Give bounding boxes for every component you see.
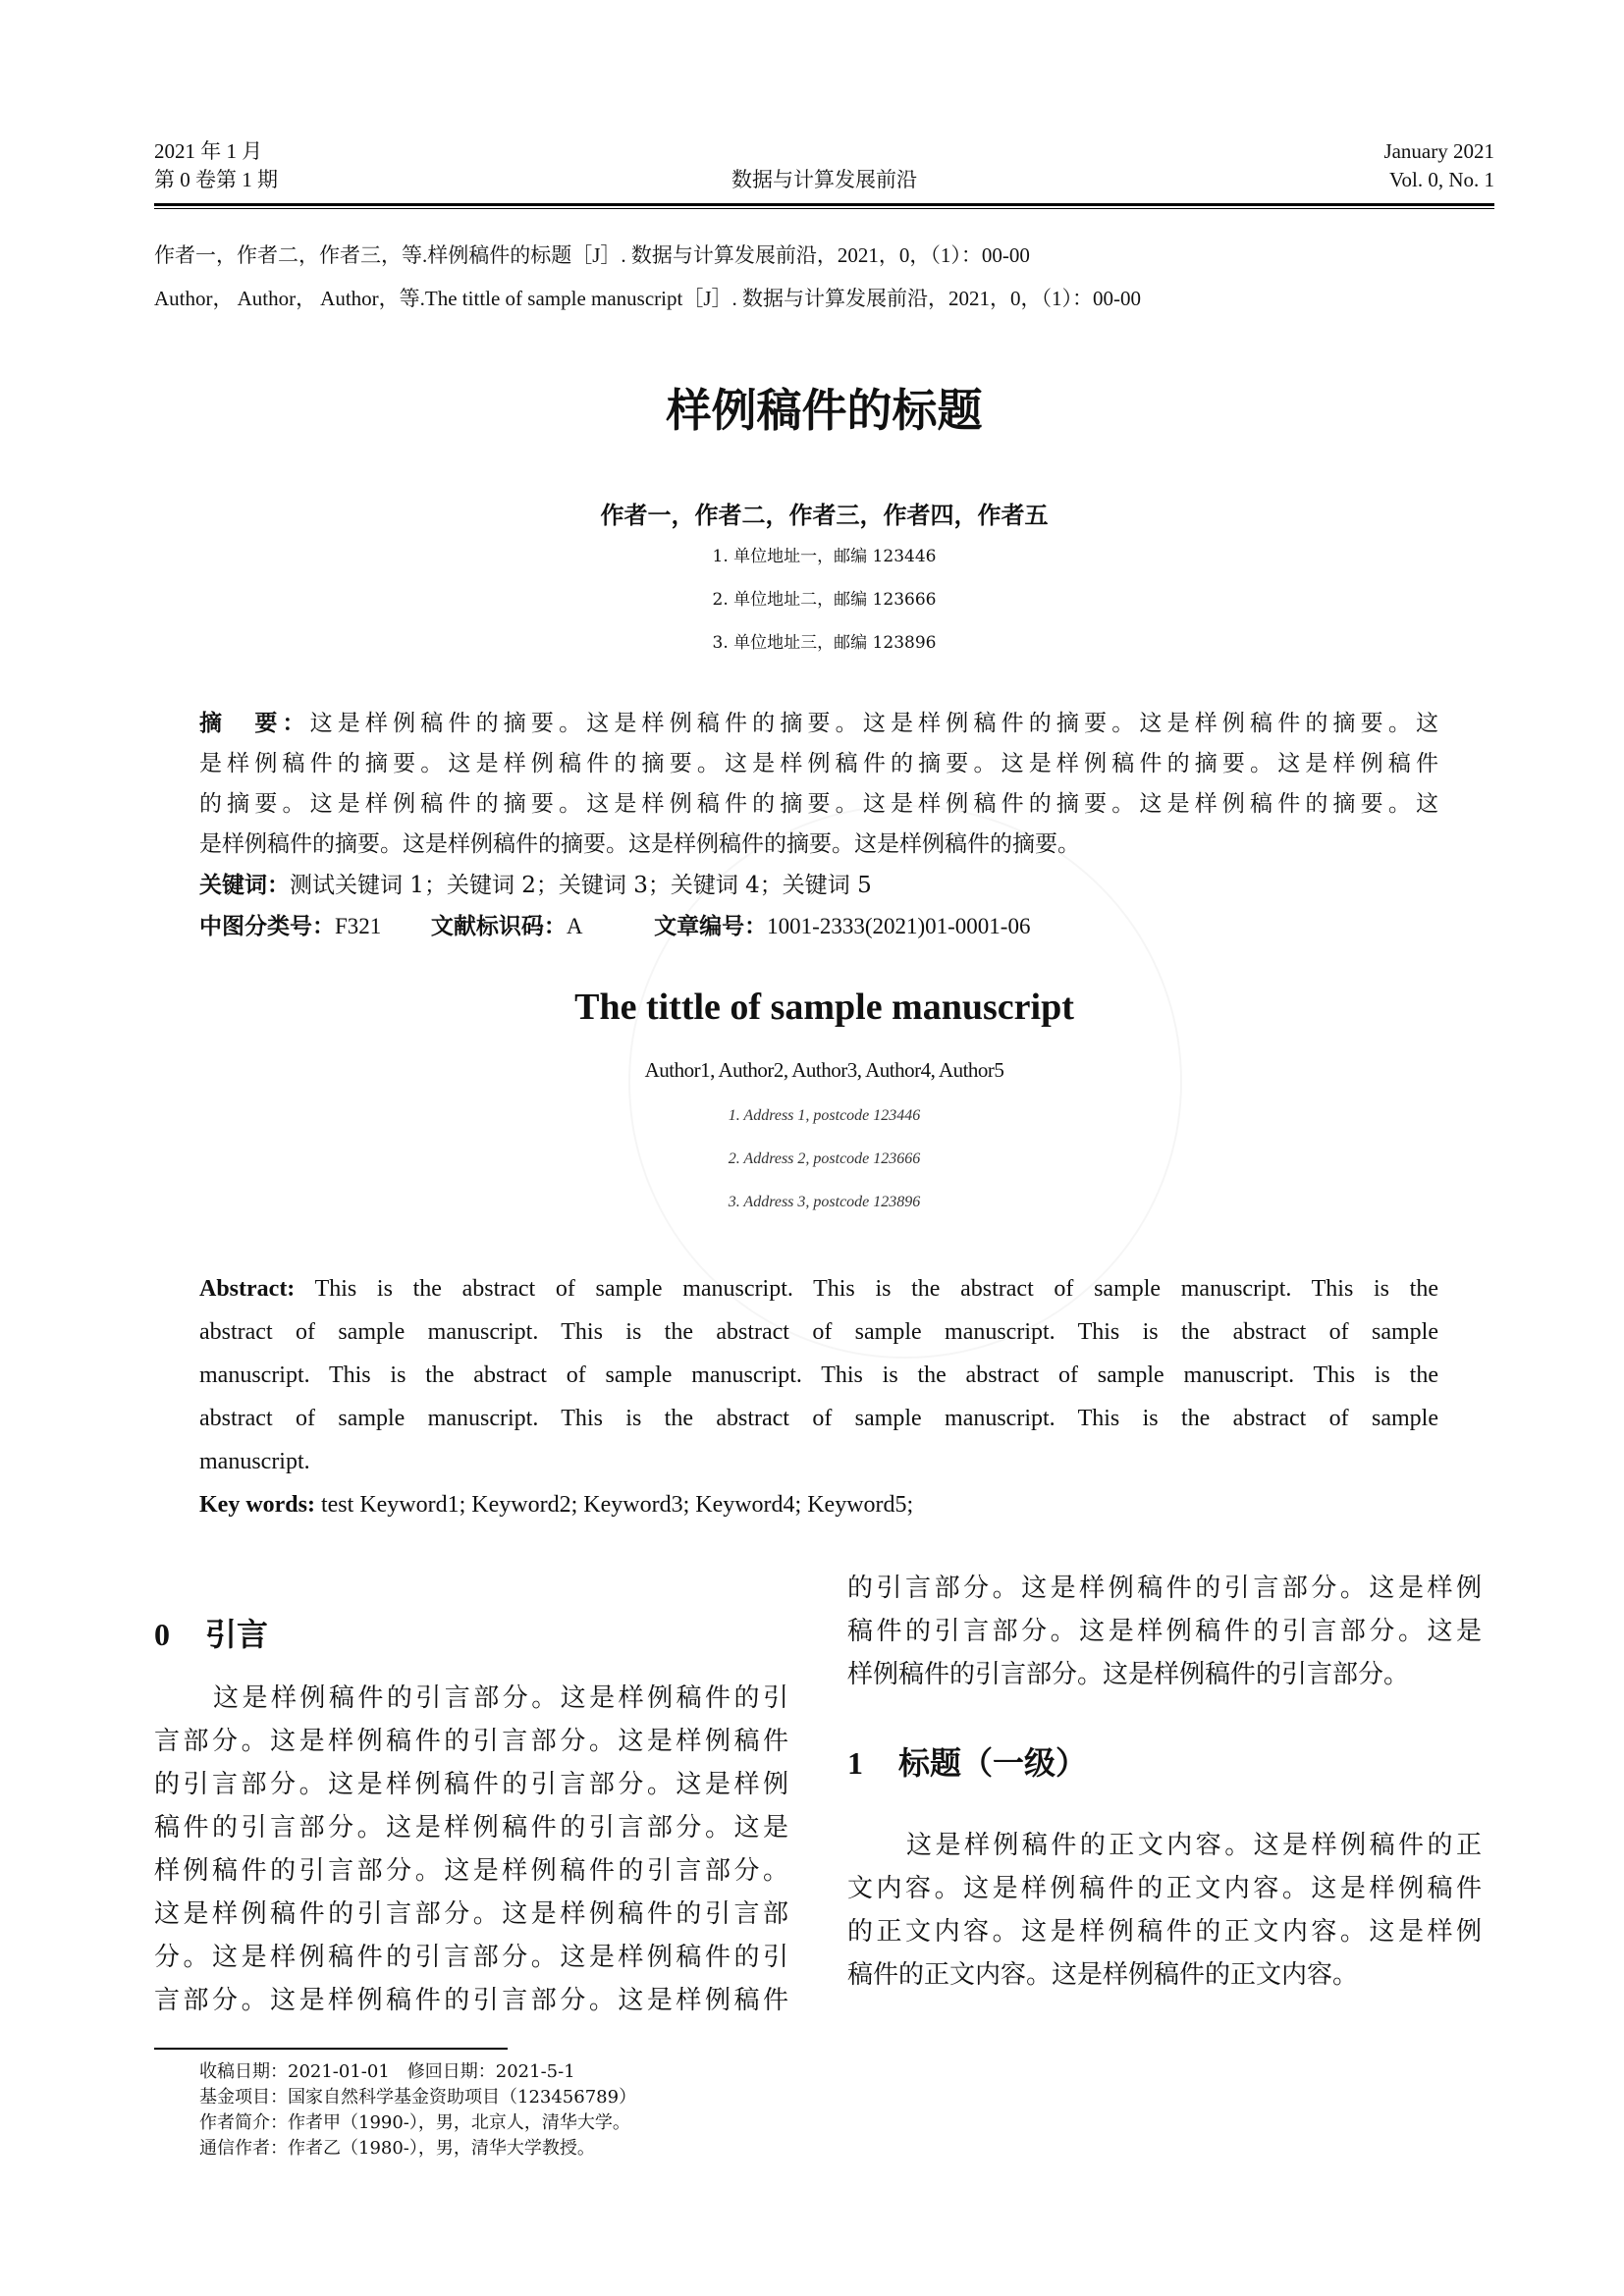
abstract-en-line-3: manuscript. This is the abstract of sample manuscript. This is the abstract of sample manuscript. This is the [199,1362,1438,1388]
keywords-en-value: test Keyword1; Keyword2; Keyword3; Keyword4; Keyword5; [320,1492,914,1518]
abstract-en-line-1: Abstract: This is the abstract of sample manuscript. This is the abstract of sample manuscript. This is the [199,1276,1438,1302]
intro-line-2: 言部分。这是样例稿件的引言部分。这是样例稿件 [154,1727,788,1756]
s1-line-3: 的正文内容。这是样例稿件的正文内容。这是样例 [847,1917,1482,1947]
section-0-body-continued [847,1567,1482,1696]
citation-en: Author， Author， Author，等.The tittle of sample manuscript［J］. 数据与计算发展前沿，2021，0，（1）：00-00 [154,287,1142,310]
intro-line-8: 言部分。这是样例稿件的引言部分。这是样例稿件 [154,1986,788,2015]
header-rule [154,203,1494,206]
footnote-rule [154,2048,508,2050]
intro-line-7: 分。这是样例稿件的引言部分。这是样例稿件的引 [154,1943,788,1972]
doc-code-value: A [566,914,583,938]
affiliation-en-3: 3. Address 3, postcode 123896 [728,1194,921,1210]
title-en: The tittle of sample manuscript [574,987,1074,1028]
s1-line-2: 文内容。这是样例稿件的正文内容。这是样例稿件 [847,1874,1482,1903]
title-cn: 样例稿件的标题 [666,384,983,437]
header-rule-thin [154,208,1494,209]
abstract-cn-line-4: 是样例稿件的摘要。这是样例稿件的摘要。这是样例稿件的摘要。这是样例稿件的摘要。 [199,831,1080,857]
abstract-cn-line-2: 是样例稿件的摘要。这是样例稿件的摘要。这是样例稿件的摘要。这是样例稿件的摘要。这是样例稿件 [199,751,1438,776]
abstract-cn-line-3: 的摘要。这是样例稿件的摘要。这是样例稿件的摘要。这是样例稿件的摘要。这是样例稿件的摘要。这 [199,791,1438,817]
abstract-cn-line-1: 摘 要：这是样例稿件的摘要。这是样例稿件的摘要。这是样例稿件的摘要。这是样例稿件的摘要。这 [199,710,1438,736]
s1-line-4: 稿件的正文内容。这是样例稿件的正文内容。 [847,1960,1359,1990]
authors-cn: 作者一，作者二，作者三，作者四，作者五 [600,501,1049,529]
affiliation-cn-1: 1. 单位地址一，邮编 123446 [712,547,937,566]
abstract-en-line-4: abstract of sample manuscript. This is the abstract of sample manuscript. This is the abstract of sample [199,1406,1438,1431]
header-right [1178,137,1494,194]
doc-code-label: 文献标识码： [430,913,567,939]
keywords-en-label: Key words: [199,1492,315,1518]
footnote-dates: 收稿日期：2021-01-01 修回日期：2021-5-1 [199,2061,575,2082]
affiliation-cn-2: 2. 单位地址二，邮编 123666 [712,590,937,610]
header-volume-cn: 第 0 卷第 1 期 [154,168,278,191]
footnote-corresponding: 通信作者：作者乙（1980-），男，清华大学教授。 [199,2138,595,2159]
header-date-cn: 2021 年 1 月 [154,139,263,163]
abstract-cn-label: 摘 要： [199,710,310,736]
abstract-en-line-2: abstract of sample manuscript. This is the abstract of sample manuscript. This is the abstract of sample [199,1319,1438,1345]
keywords-cn-label: 关键词： [199,872,290,898]
abstract-en-label: Abstract: [199,1276,296,1302]
footnote-funding: 基金项目：国家自然科学基金资助项目（123456789） [199,2087,637,2108]
section-0-heading [154,1610,268,1655]
article-no-label: 文章编号： [654,913,768,939]
authors-en: Author1, Author2, Author3, Author4, Author5 [644,1058,1004,1082]
header-volume-en: Vol. 0, No. 1 [1389,168,1494,191]
intro-cont-line-1: 的引言部分。这是样例稿件的引言部分。这是样例 [847,1574,1482,1603]
footnotes [199,2059,887,2162]
affiliation-cn-3: 3. 单位地址三，邮编 123896 [712,633,937,653]
clc-label: 中图分类号： [199,913,335,939]
abstract-en-line-5: manuscript. [199,1449,310,1474]
keywords-cn-value: 测试关键词 1；关键词 2；关键词 3；关键词 4；关键词 5 [290,873,872,898]
header-date-en: January 2021 [1383,139,1494,163]
section-1-title: 标题（一级） [898,1744,1088,1782]
section-1-number: 1 [847,1745,863,1781]
intro-line-6: 这是样例稿件的引言部分。这是样例稿件的引言部 [154,1899,788,1929]
intro-line-1: 这是样例稿件的引言部分。这是样例稿件的引 [213,1683,788,1713]
section-1-heading [847,1738,1087,1784]
section-1-body [847,1824,1482,1997]
watermark-seal [628,805,1182,1359]
s1-line-1: 这是样例稿件的正文内容。这是样例稿件的正 [906,1831,1482,1860]
intro-line-4: 稿件的引言部分。这是样例稿件的引言部分。这是 [154,1813,788,1842]
clc-value: F321 [335,914,382,938]
intro-cont-line-2: 稿件的引言部分。这是样例稿件的引言部分。这是 [847,1617,1482,1646]
affiliation-en-1: 1. Address 1, postcode 123446 [728,1107,921,1124]
keywords-en [199,1483,1438,1526]
section-0-number: 0 [154,1617,170,1652]
journal-name: 数据与计算发展前沿 [731,168,917,191]
section-0-title: 引言 [205,1616,269,1653]
intro-line-3: 的引言部分。这是样例稿件的引言部分。这是样例 [154,1770,788,1799]
citation-cn: 作者一，作者二，作者三，等.样例稿件的标题［J］. 数据与计算发展前沿，2021，0，（1）：00-00 [154,243,1030,267]
affiliations-cn [154,535,1494,665]
affiliation-en-2: 2. Address 2, postcode 123666 [728,1150,921,1167]
intro-line-5: 样例稿件的引言部分。这是样例稿件的引言部分。 [154,1856,788,1886]
section-0-body [154,1677,788,2022]
footnote-author-bio: 作者简介：作者甲（1990-），男，北京人，清华大学。 [199,2112,630,2133]
article-no-value: 1001-2333(2021)01-0001-06 [767,914,1031,938]
intro-cont-line-3: 样例稿件的引言部分。这是样例稿件的引言部分。 [847,1660,1410,1689]
